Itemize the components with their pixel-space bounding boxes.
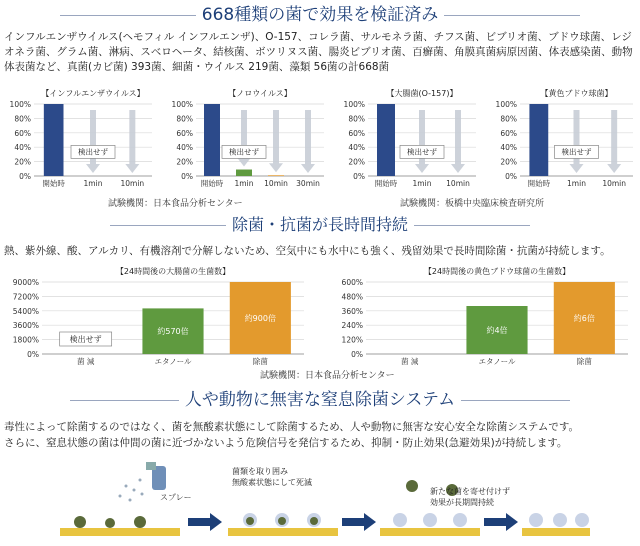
y-tick-label: 9000%	[12, 278, 39, 287]
arrow-icon	[188, 513, 222, 531]
y-tick-label: 360%	[341, 306, 363, 316]
y-tick-label: 480%	[341, 292, 363, 302]
y-tick-label: 60%	[176, 128, 193, 138]
y-tick-label: 1800%	[12, 335, 39, 345]
annotation-label: 検出せず	[229, 147, 259, 157]
step2-line1: 新たな菌を寄せ付けず	[430, 487, 510, 496]
y-tick-label: 20%	[348, 157, 365, 167]
x-tick-label: 10min	[602, 179, 627, 188]
chart-norovirus	[168, 86, 328, 200]
chart-title: 【24時間後の大腸菌の生菌数】	[115, 267, 231, 276]
chart-title: 【24時間後の黄色ブドウ球菌の生菌数】	[423, 267, 571, 276]
decrease-arrow	[415, 110, 429, 173]
x-tick-label: 30min	[296, 179, 320, 188]
long-lasting-text: 熱、紫外線、酸、アルカリ、有機溶剤で分解しないため、空気中にも水中にも強く、残留効果で長時間除菌・抗菌が持続します。	[4, 245, 611, 257]
spray-bottle-icon	[146, 462, 166, 490]
y-tick-label: 80%	[176, 114, 193, 124]
y-tick-label: 60%	[348, 128, 365, 138]
y-tick-label: 3600%	[12, 321, 39, 331]
chart-title: 【大腸菌(O-157)】	[386, 89, 458, 98]
x-tick-label: 10min	[264, 179, 288, 188]
system-text-1: 毒性によって除菌するのではなく、菌を無酸素状態にして除菌するため、人や動物に無害な安心安全な除菌システムです。	[4, 421, 579, 433]
bar	[529, 104, 548, 176]
y-tick-label: 40%	[500, 143, 517, 153]
chart-staph	[492, 86, 637, 200]
y-tick-label: 80%	[348, 114, 365, 124]
x-tick-label: エタノール	[478, 357, 516, 366]
y-tick-label: 60%	[14, 128, 31, 138]
y-tick-label: 40%	[14, 143, 31, 153]
y-tick-label: 0%	[505, 172, 517, 181]
x-tick-label: 除菌	[252, 357, 268, 366]
step1-line1: 菌類を取り囲み	[232, 467, 288, 476]
suffocation-illustration	[60, 460, 590, 542]
annotation-label: 検出せず	[561, 147, 592, 157]
spray-label: スプレー	[160, 493, 192, 502]
credit-right: 試験機関：板橋中央臨床検査研究所	[400, 199, 545, 209]
x-tick-label: 開始時	[42, 179, 65, 188]
section-heading-verified	[0, 4, 640, 26]
data-label: 約4倍	[486, 326, 508, 335]
decrease-arrow	[269, 110, 283, 172]
section-title: 668種類の菌で効果を検証済み	[196, 5, 444, 25]
chart-ecoli-24h	[8, 264, 308, 378]
decrease-arrow	[607, 110, 621, 173]
x-tick-label: 10min	[446, 179, 470, 188]
data-label: 約6倍	[573, 314, 595, 323]
y-tick-label: 20%	[500, 157, 517, 167]
arrow-icon	[484, 513, 518, 531]
x-tick-label: 菌 減	[76, 357, 95, 366]
y-tick-label: 240%	[341, 321, 363, 331]
step2-line2: 効果が長期間持続	[430, 498, 494, 507]
credit-left: 試験機関：日本食品分析センター	[108, 199, 243, 209]
y-tick-label: 80%	[14, 114, 31, 124]
x-tick-label: エタノール	[154, 357, 192, 366]
bacteria-list-text: インフルエンザウイルス(ヘモフィル インフルエンザ)、O-157、コレラ菌、サルモネラ菌、チフス菌、ビブリオ菌、ブドウ球菌、レジオネラ菌、グラム菌、淋病、スベロヘータ、結核菌、ボツリヌス菌、腸炎ビブリオ菌、百癬菌、角膜真菌病原因菌、体表感染菌、動物体表菌など、真菌(カビ菌) 393菌、細菌・ウイルス 219菌、藻類 56菌の計668菌	[4, 31, 633, 73]
y-tick-label: 120%	[341, 335, 363, 345]
chart-staph-24h	[332, 264, 632, 378]
x-tick-label: 開始時	[374, 179, 398, 188]
y-tick-label: 80%	[500, 114, 517, 124]
chart-title: 【ノロウイルス】	[228, 89, 292, 98]
annotation-label: 検出せず	[407, 147, 437, 157]
data-label: 約570倍	[157, 327, 189, 337]
y-tick-label: 0%	[351, 350, 363, 359]
y-tick-label: 60%	[500, 128, 517, 138]
bar	[377, 104, 395, 176]
system-text-2: さらに、窒息状態の菌は仲間の菌に近づかないよう危険信号を発信するため、抑制・防止効果(急避効果)が持続します。	[4, 437, 568, 449]
data-label: 検出せず	[69, 335, 102, 344]
section-heading-long-lasting	[0, 214, 640, 236]
x-tick-label: 菌 減	[400, 357, 419, 366]
y-tick-label: 100%	[171, 100, 193, 109]
x-tick-label: 10min	[120, 179, 145, 188]
decrease-arrow	[570, 110, 584, 173]
x-tick-label: 1min	[234, 179, 254, 188]
x-tick-label: 除菌	[576, 357, 592, 366]
bar	[44, 104, 64, 176]
y-tick-label: 40%	[176, 143, 193, 153]
credit-center: 試験機関：日本食品分析センター	[260, 371, 395, 381]
data-label: 約900倍	[244, 314, 276, 323]
decrease-arrow	[451, 110, 465, 173]
chart-title: 【黄色ブドウ球菌】	[540, 89, 613, 98]
y-tick-label: 20%	[14, 157, 31, 167]
y-tick-label: 7200%	[12, 292, 39, 302]
y-tick-label: 100%	[495, 100, 517, 109]
y-tick-label: 20%	[176, 157, 193, 167]
y-tick-label: 100%	[9, 100, 31, 109]
bar	[268, 175, 284, 176]
chart-ecoli	[340, 86, 480, 200]
decrease-arrow	[301, 110, 315, 173]
x-tick-label: 1min	[412, 179, 432, 188]
section-title: 除菌・抗菌が長時間持続	[226, 215, 414, 234]
decrease-arrow	[86, 110, 100, 173]
section-heading-system	[0, 388, 640, 412]
x-tick-label: 開始時	[200, 179, 224, 188]
y-tick-label: 0%	[353, 172, 365, 181]
y-tick-label: 600%	[341, 278, 363, 287]
x-tick-label: 1min	[567, 179, 586, 188]
y-tick-label: 5400%	[12, 306, 39, 316]
chart-title: 【インフルエンザウイルス】	[41, 89, 145, 98]
bar	[204, 104, 220, 176]
arrow-icon	[342, 513, 376, 531]
y-tick-label: 40%	[348, 143, 365, 153]
step1-line2: 無酸素状態にして死滅	[232, 478, 312, 487]
chart-influenza	[6, 86, 156, 200]
x-tick-label: 1min	[83, 179, 103, 188]
bar	[236, 170, 252, 176]
annotation-label: 検出せず	[78, 147, 108, 157]
y-tick-label: 0%	[27, 350, 39, 359]
y-tick-label: 100%	[343, 100, 365, 109]
y-tick-label: 0%	[181, 172, 193, 181]
y-tick-label: 0%	[19, 172, 31, 181]
decrease-arrow	[125, 110, 139, 173]
x-tick-label: 開始時	[527, 179, 551, 188]
section-title: 人や動物に無害な窒息除菌システム	[179, 390, 461, 410]
